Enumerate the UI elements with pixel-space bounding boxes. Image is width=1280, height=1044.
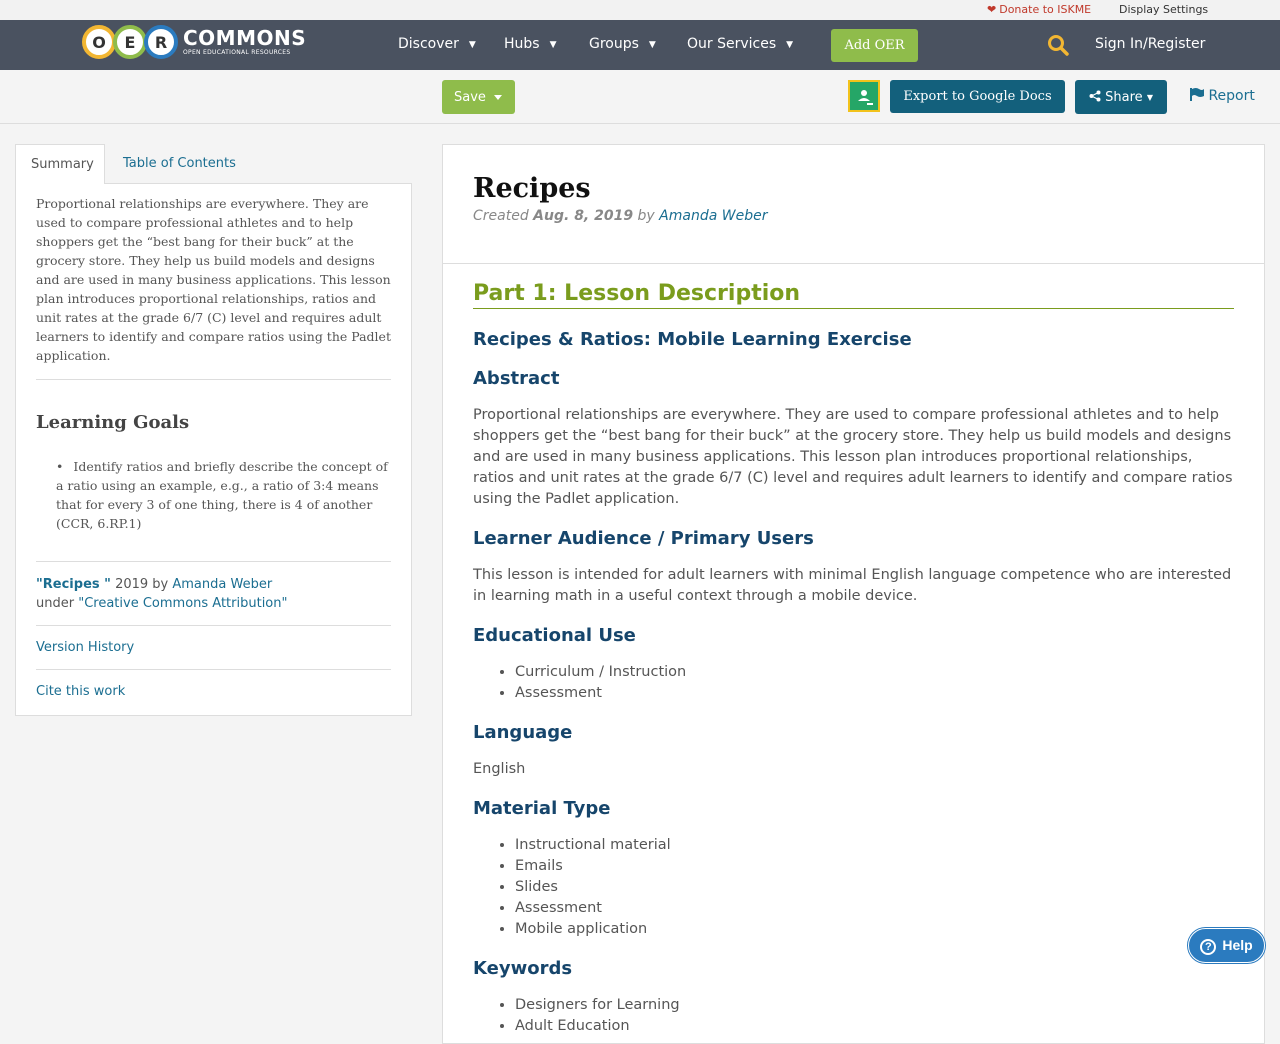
attribution-author-link[interactable]: Amanda Weber — [172, 577, 273, 592]
learning-goals-title: Learning Goals — [36, 412, 190, 433]
tab-table-of-contents[interactable]: Table of Contents — [123, 156, 236, 171]
license-link[interactable]: "Creative Commons Attribution" — [78, 596, 288, 611]
flag-icon — [1190, 88, 1204, 101]
logo-tagline: OPEN EDUCATIONAL RESOURCES — [183, 49, 291, 56]
audience-heading: Learner Audience / Primary Users — [473, 528, 814, 549]
created-by: by — [637, 208, 655, 224]
export-google-docs-button[interactable]: Export to Google Docs — [890, 80, 1065, 113]
chevron-down-icon: ▼ — [549, 40, 557, 50]
created-date: Aug. 8, 2019 — [533, 208, 634, 224]
logo-letter-r: R — [144, 25, 178, 59]
list-item: • Curriculum / Instruction — [515, 662, 1234, 683]
language-text: English — [473, 761, 526, 777]
abstract-text: Proportional relationships are everywhere. They are used to compare professional athletes and to help shoppers get the “best bang for their buck” at the grocery store. They help us build models and designs and are used in many business applications. This lesson plan introduces proportional relationships, ratios and unit rates at the grade 6/7 (C) level and requires adult learners to identify and compare ratios using the Padlet application. — [473, 407, 1233, 507]
author-link[interactable]: Amanda Weber — [659, 208, 768, 224]
nav-label: Groups — [589, 36, 639, 52]
resource-subtitle: Recipes & Ratios: Mobile Learning Exercise — [473, 329, 912, 350]
sidebar-tabs — [15, 144, 412, 184]
sign-in-register-link[interactable]: Sign In/Register — [1095, 36, 1206, 52]
list-item: • Designers for Learning — [515, 995, 1234, 1016]
help-button[interactable] — [1188, 928, 1265, 963]
created-info — [473, 208, 1234, 224]
summary-text: Proportional relationships are everywhere. They are used to compare professional athletes and to help shoppers get the “best bang for their buck” at the grocery store. They help us build models and designs and are used in many business applications. This lesson plan introduces proportional relationships, ratios and unit rates at the grade 6/7 (C) level and requires adult learners to identify and compare ratios using the Padlet application. — [36, 194, 391, 380]
chevron-down-icon: ▼ — [468, 40, 476, 50]
attribution-year: 2019 by — [115, 577, 169, 592]
list-item: • Instructional material — [515, 835, 1234, 856]
save-button[interactable] — [442, 80, 515, 114]
attribution-title-link[interactable]: "Recipes " — [36, 577, 111, 592]
utility-bar — [0, 0, 1280, 20]
help-icon: ? — [1200, 939, 1216, 955]
material-type-heading: Material Type — [473, 798, 611, 819]
keywords-list — [473, 995, 1234, 1037]
list-item: • Slides — [515, 877, 1234, 898]
list-item: • Mobile application — [515, 919, 1234, 940]
share-button[interactable] — [1075, 80, 1167, 114]
nav-hubs[interactable] — [504, 36, 557, 52]
share-label: Share — [1105, 89, 1143, 105]
donate-label: Donate to ISKME — [999, 3, 1092, 16]
language-heading: Language — [473, 722, 573, 743]
part-title: Part 1: Lesson Description — [473, 280, 1234, 309]
add-oer-button[interactable]: Add OER — [831, 29, 918, 62]
chevron-down-icon: ▼ — [648, 40, 656, 50]
audience-text: This lesson is intended for adult learners with minimal English language competence who are interested in learning math in a useful context through a mobile device. — [473, 567, 1232, 604]
report-label: Report — [1208, 88, 1255, 104]
list-item: • Assessment — [515, 898, 1234, 919]
keywords-heading: Keywords — [473, 958, 573, 979]
caret-down-icon: ▼ — [1146, 92, 1153, 102]
nav-our-services[interactable] — [687, 36, 793, 52]
created-label: Created — [473, 208, 529, 224]
display-settings-link[interactable]: Display Settings — [1119, 3, 1209, 16]
nav-label: Our Services — [687, 36, 777, 52]
chevron-down-icon: ▼ — [786, 40, 794, 50]
educational-use-list — [473, 662, 1234, 704]
learning-goals-list — [36, 457, 391, 562]
search-icon[interactable] — [1047, 34, 1069, 56]
report-link[interactable] — [1190, 88, 1255, 104]
resource-header — [443, 145, 1264, 264]
educational-use-heading: Educational Use — [473, 625, 636, 646]
nav-label: Discover — [398, 36, 459, 52]
attribution-under: under — [36, 596, 75, 611]
nav-label: Hubs — [504, 36, 540, 52]
save-label: Save — [454, 89, 486, 105]
cite-this-work-link[interactable]: Cite this work — [36, 684, 126, 699]
list-item: • Emails — [515, 856, 1234, 877]
logo-letter-o: O — [82, 25, 116, 59]
oer-commons-logo[interactable] — [82, 25, 306, 59]
material-type-list — [473, 835, 1234, 940]
google-classroom-icon[interactable] — [848, 80, 880, 112]
sidebar-panel — [15, 144, 412, 716]
version-history-link[interactable]: Version History — [36, 626, 391, 670]
share-icon — [1089, 90, 1101, 102]
nav-groups[interactable] — [589, 36, 656, 52]
donate-link[interactable] — [987, 3, 1091, 16]
logo-letter-e: E — [113, 25, 147, 59]
list-item: • Adult Education — [515, 1016, 1234, 1037]
sidebar-body — [15, 183, 412, 716]
nav-discover[interactable] — [398, 36, 476, 52]
page-title: Recipes — [473, 173, 591, 204]
action-bar — [0, 70, 1280, 124]
main-navbar — [0, 20, 1280, 70]
tab-summary[interactable]: Summary — [15, 144, 105, 184]
caret-down-icon — [494, 95, 502, 100]
resource-body — [443, 264, 1264, 1037]
heart-icon: ❤ — [987, 3, 997, 16]
attribution — [36, 562, 391, 626]
list-item: • Assessment — [515, 683, 1234, 704]
help-label: Help — [1222, 936, 1253, 953]
logo-name: COMMONS — [183, 26, 307, 50]
abstract-heading: Abstract — [473, 368, 560, 389]
resource-content-panel — [442, 144, 1265, 1044]
learning-goal-item: • Identify ratios and briefly describe the concept of a ratio using an example, e.g., a ratio of 3:4 means that for every 3 of one thing, there is 4 of another (CCR, 6.RP.1) — [56, 457, 391, 533]
